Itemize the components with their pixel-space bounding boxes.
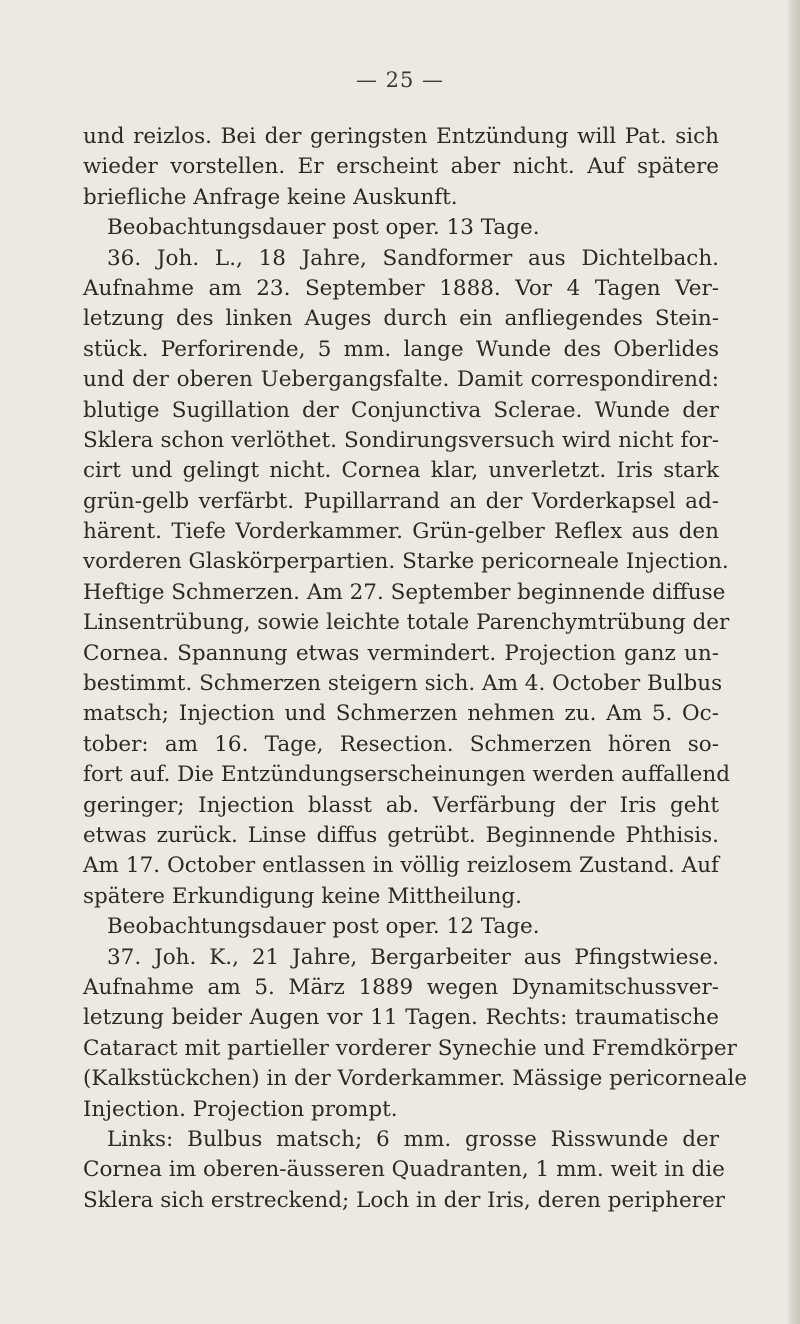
text-line: Linsentrübung, sowie leichte totale Parenchymtrübung der <box>83 610 730 636</box>
text-line: Aufnahme am 23. September 1888. Vor 4 Tagen Ver- <box>83 275 719 301</box>
text-line: briefliche Anfrage keine Auskunft. <box>83 184 458 210</box>
text-line: bestimmt. Schmerzen steigern sich. Am 4. October Bulbus <box>83 671 723 697</box>
text-line: letzung des linken Auges durch ein anfliegendes Stein- <box>83 306 719 332</box>
text-line: Cornea im oberen-äusseren Quadranten, 1 mm. weit in die <box>83 1157 725 1183</box>
body-text <box>83 122 748 1216</box>
text-line: etwas zurück. Linse diffus getrübt. Beginnende Phthisis. <box>83 822 719 848</box>
text-line: und reizlos. Bei der geringsten Entzündung will Pat. sich <box>83 124 719 149</box>
text-line: Sklera schon verlöthet. Sondirungsversuch wird nicht for- <box>83 427 719 453</box>
text-line: (Kalkstückchen) in der Vorderkammer. Mässige pericorneale <box>83 1066 748 1092</box>
text-line: Beobachtungsdauer post oper. 13 Tage. <box>107 215 540 241</box>
text-line: und der oberen Uebergangsfalte. Damit correspondirend: <box>83 367 719 393</box>
text-line: Am 17. October entlassen in völlig reizlosem Zustand. Auf <box>83 853 719 879</box>
text-line: blutige Sugillation der Conjunctiva Sclerae. Wunde der <box>83 397 719 423</box>
text-line: cirt und gelingt nicht. Cornea klar, unverletzt. Iris stark <box>83 458 719 484</box>
text-line: Heftige Schmerzen. Am 27. September beginnende diffuse <box>83 579 726 605</box>
text-line: geringer; Injection blasst ab. Verfärbung der Iris geht <box>83 792 719 818</box>
page-edge-shadow <box>786 0 800 1324</box>
text-line: härent. Tiefe Vorderkammer. Grün-gelber Reflex aus den <box>83 519 719 545</box>
text-line: grün-gelb verfärbt. Pupillarrand an der Vorderkapsel ad- <box>83 488 719 514</box>
text-line: Injection. Projection prompt. <box>83 1096 398 1122</box>
text-line: letzung beider Augen vor 11 Tagen. Rechts: traumatische <box>83 1005 719 1031</box>
text-line: matsch; Injection und Schmerzen nehmen zu. Am 5. Oc- <box>83 701 719 727</box>
text-line: Links: Bulbus matsch; 6 mm. grosse Risswunde der <box>107 1126 719 1152</box>
text-line: tober: am 16. Tage, Resection. Schmerzen hören so- <box>83 731 719 757</box>
text-line: wieder vorstellen. Er erscheint aber nicht. Auf spätere <box>83 154 719 180</box>
text-line: fort auf. Die Entzündungserscheinungen werden auffallend <box>83 762 730 788</box>
text-line: 36. Joh. L., 18 Jahre, Sandformer aus Dichtelbach. <box>107 245 719 271</box>
text-line: Beobachtungsdauer post oper. 12 Tage. <box>107 914 540 940</box>
text-line: stück. Perforirende, 5 mm. lange Wunde des Oberlides <box>83 336 719 362</box>
text-line: Cornea. Spannung etwas vermindert. Projection ganz un- <box>83 640 719 666</box>
text-line: spätere Erkundigung keine Mittheilung. <box>83 883 523 909</box>
text-line: vorderen Glaskörperpartien. Starke pericorneale Injection. <box>83 549 729 575</box>
text-line: Aufnahme am 5. März 1889 wegen Dynamitschussver- <box>83 974 719 1000</box>
text-line: 37. Joh. K., 21 Jahre, Bergarbeiter aus Pfingstwiese. <box>107 944 719 970</box>
text-line: Sklera sich erstreckend; Loch in der Iris, deren peripherer <box>83 1187 725 1213</box>
text-line: Cataract mit partieller vorderer Synechie und Fremdkörper <box>83 1035 737 1061</box>
page-number: — 25 — <box>355 68 445 92</box>
